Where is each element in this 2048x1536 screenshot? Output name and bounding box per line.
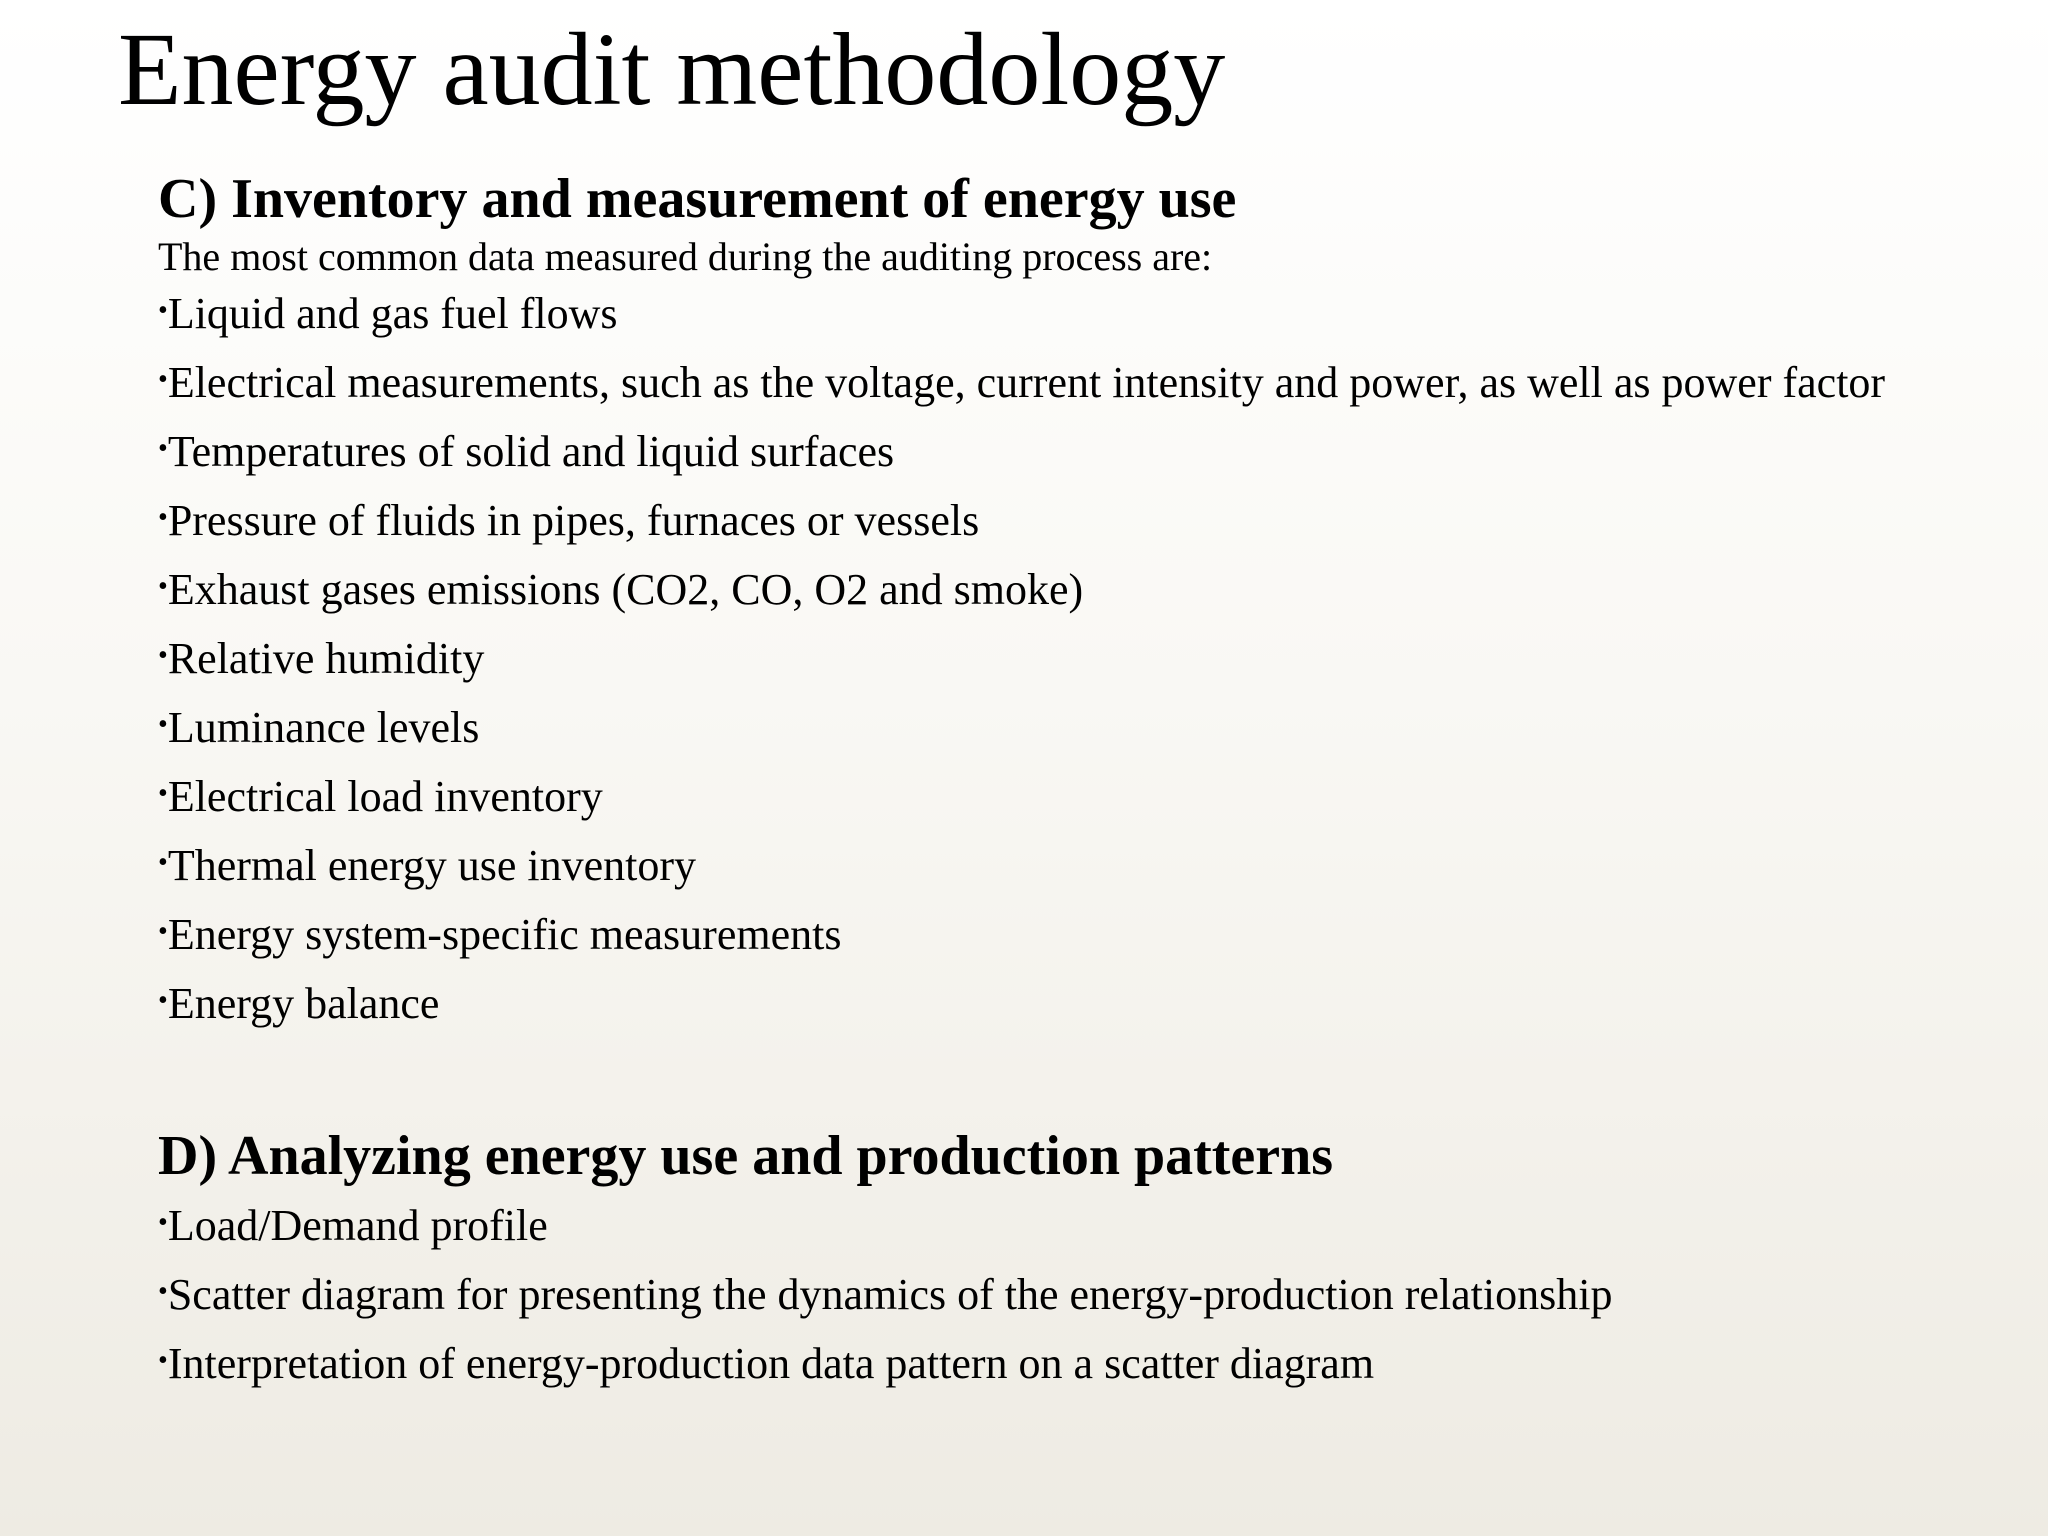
slide-content [158,166,1958,1403]
bullet-icon: • [158,1345,168,1377]
bullet-text: Temperatures of solid and liquid surfaces [167,427,895,477]
bullet-text: Pressure of fluids in pipes, furnaces or vessels [167,496,980,546]
bullet-icon: • [158,433,168,465]
bullet-item [158,1196,1958,1252]
bullet-text: Luminance levels [167,703,480,753]
bullet-text: Relative humidity [167,634,485,684]
bullet-text: Liquid and gas fuel flows [167,289,618,339]
bullet-icon: • [158,640,168,672]
section-d-bullet-list [158,1196,1958,1390]
bullet-icon: • [158,364,168,396]
section-c-intro: The most common data measured during the auditing process are: [158,234,1213,280]
bullet-item [158,1334,1958,1390]
bullet-text: Exhaust gases emissions (CO2, CO, O2 and smoke) [167,565,1084,615]
bullet-text: Energy balance [167,979,440,1029]
bullet-icon: • [158,985,168,1017]
section-d-heading: D) Analyzing energy use and production patterns [158,1125,1334,1188]
bullet-icon: • [158,916,168,948]
bullet-text: Scatter diagram for presenting the dynamics of the energy-production relationship [167,1270,1613,1320]
section-c [158,166,1958,1030]
section-c-bullet-list [158,284,1958,1030]
bullet-item [158,698,1958,754]
bullet-icon: • [158,571,168,603]
bullet-item [158,905,1958,961]
bullet-item [158,284,1958,340]
bullet-icon: • [158,709,168,741]
bullet-icon: • [158,502,168,534]
bullet-text: Interpretation of energy-production data pattern on a scatter diagram [167,1339,1375,1389]
bullet-item [158,836,1958,892]
bullet-item [158,974,1958,1030]
bullet-icon: • [158,778,168,810]
section-spacer [158,1043,1958,1123]
bullet-icon: • [158,847,168,879]
bullet-text: Load/Demand profile [167,1201,548,1251]
bullet-item [158,422,1958,478]
bullet-text: Electrical load inventory [167,772,603,822]
bullet-text: Thermal energy use inventory [167,841,697,891]
bullet-item [158,1265,1958,1321]
bullet-item [158,629,1958,685]
bullet-item [158,353,1958,409]
section-d [158,1123,1958,1390]
bullet-item [158,767,1958,823]
bullet-item [158,560,1958,616]
section-c-heading: C) Inventory and measurement of energy use [158,168,1237,230]
bullet-icon: • [158,295,168,327]
bullet-icon: • [158,1207,168,1239]
bullet-text: Energy system-specific measurements [167,910,842,960]
bullet-item [158,491,1958,547]
bullet-text: Electrical measurements, such as the voltage, current intensity and power, as well as power factor [167,358,1886,408]
bullet-icon: • [158,1276,168,1308]
slide-title: Energy audit methodology [118,12,1226,127]
